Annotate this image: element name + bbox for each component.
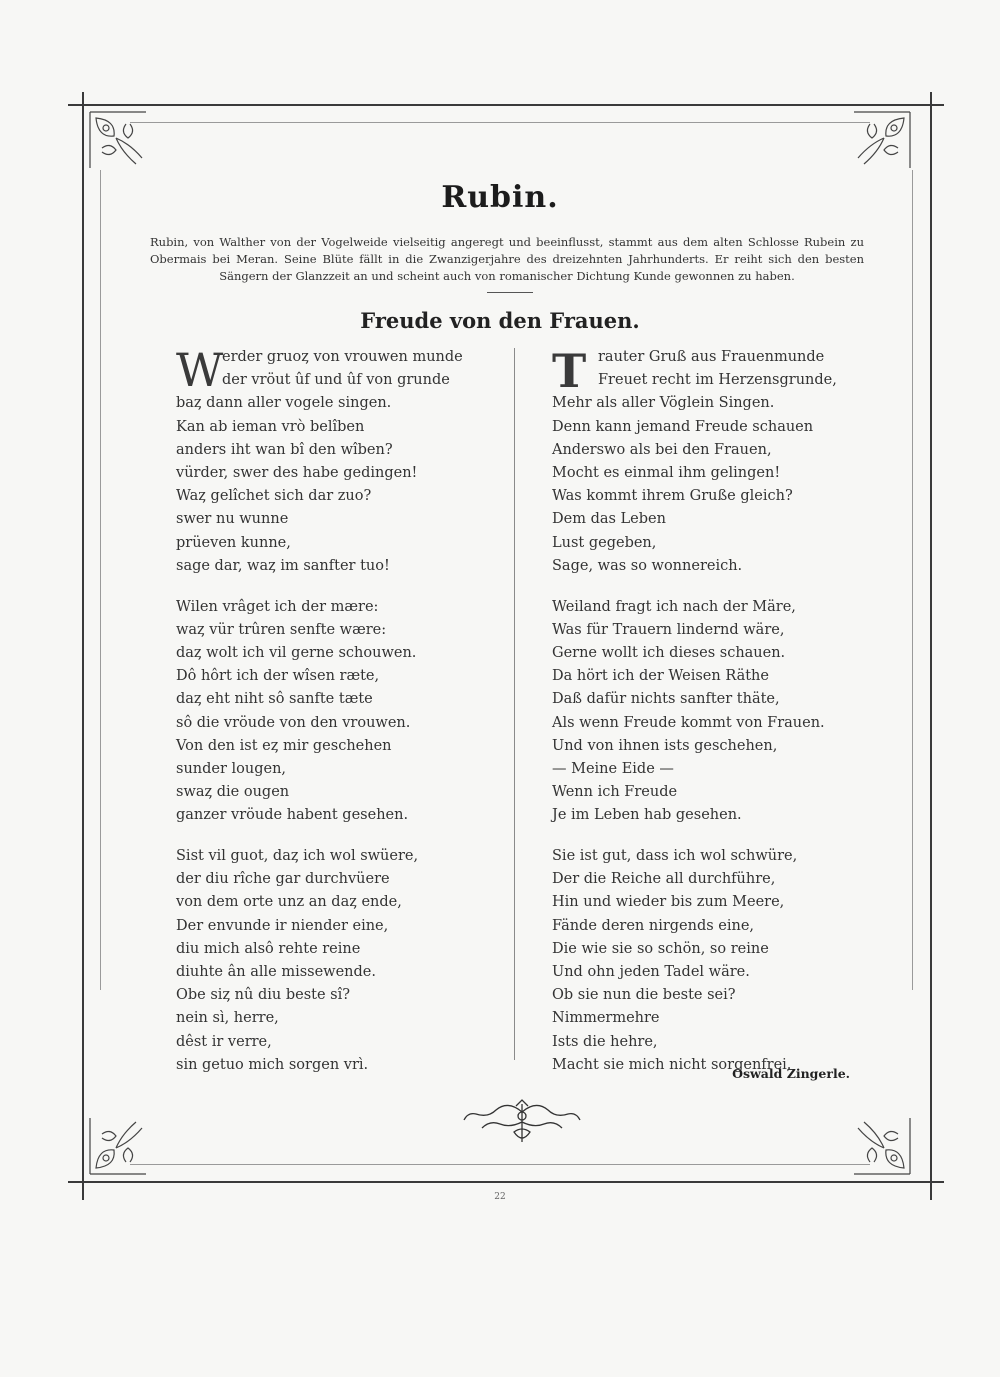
frame-inner-bottom bbox=[130, 1164, 870, 1165]
modern-german-column bbox=[552, 346, 852, 1095]
poem-line: Gerne wollt ich dieses schauen. bbox=[552, 644, 786, 661]
poem-line: Wilen vrâget ich der mære: bbox=[176, 598, 379, 615]
corner-ornament-top-right bbox=[844, 108, 914, 178]
poem-line: Freuet recht im Herzensgrunde, bbox=[598, 372, 837, 389]
frame-inner-left bbox=[100, 170, 101, 990]
corner-ornament-bottom-right bbox=[844, 1108, 914, 1178]
poem-line: Kan ab ieman vrò belîben bbox=[176, 418, 365, 435]
poem-line: Je im Leben hab gesehen. bbox=[552, 807, 742, 824]
poem-line: dêst ir verre, bbox=[176, 1033, 272, 1050]
middle-high-german-column bbox=[176, 343, 496, 1095]
poem-line: Sage, was so wonnereich. bbox=[552, 557, 743, 574]
poem-line: anders iht wan bî den wîben? bbox=[176, 441, 393, 458]
stanza-1 bbox=[552, 346, 852, 578]
poem-line: sin getuo mich sorgen vrì. bbox=[176, 1056, 369, 1073]
poem-line: Der envunde ir niender eine, bbox=[176, 917, 389, 934]
author-signature: Oswald Zingerle. bbox=[732, 1066, 850, 1081]
stanza-3 bbox=[176, 845, 496, 1077]
poem-line: Lust gegeben, bbox=[552, 534, 657, 551]
stanza-1 bbox=[176, 343, 496, 578]
poem-line: Macht sie mich nicht sorgenfrei. bbox=[552, 1056, 792, 1073]
poem-line: Weiland fragt ich nach der Märe, bbox=[552, 598, 796, 615]
poem-line: Dô hôrt ich der wîsen ræte, bbox=[176, 668, 380, 685]
poem-line: Was für Trauern lindernd wäre, bbox=[552, 621, 785, 638]
poem-line: swer nu wunne bbox=[176, 511, 289, 528]
poem-line: Denn kann jemand Freude schauen bbox=[552, 418, 814, 435]
poem-line: Und ohn jeden Tadel wäre. bbox=[552, 964, 750, 981]
poem-line: der vröut ûf und ûf von grunde bbox=[222, 372, 450, 389]
title-separator bbox=[487, 292, 533, 293]
poem-line: Waȥ gelîchet sich dar zuo? bbox=[176, 488, 372, 505]
poem-line: Ists die hehre, bbox=[552, 1033, 658, 1050]
poem-line: sunder lougen, bbox=[176, 760, 287, 777]
frame-right bbox=[930, 92, 932, 1200]
frame-inner-top bbox=[130, 122, 870, 123]
column-divider bbox=[514, 348, 515, 1060]
frame-inner-right bbox=[912, 170, 913, 990]
poem-line: Anderswo als bei den Frauen, bbox=[552, 441, 772, 458]
poem-line: Dem das Leben bbox=[552, 511, 666, 528]
intro-paragraph: Rubin, von Walther von der Vogelweide vielseitig angeregt und beeinflusst, stammt aus dem alten Schlosse Rubein zu Obermais bei Meran. Seine Blüte fällt in die Zwanzigerjahre des dreizehnten Jahrhunderts. Er reiht sich den besten Sängern der Glanzzeit an und scheint auch von romanischer Dichtung Kunde gewonnen zu haben. bbox=[150, 235, 864, 283]
poem-line: daȥ wolt ich vil gerne schouwen. bbox=[176, 644, 417, 661]
poem-line: der diu rîche gar durchvüere bbox=[176, 871, 390, 888]
poem-title: Freude von den Frauen. bbox=[360, 308, 640, 333]
poem-line: daȥ eht niht sô sanfte tæte bbox=[176, 691, 373, 708]
poem-line: erder gruoȥ von vrouwen munde bbox=[222, 349, 463, 365]
stanza-2 bbox=[552, 596, 852, 828]
poem-line: Nimmermehre bbox=[552, 1010, 660, 1027]
poem-line: Daß dafür nichts sanfter thäte, bbox=[552, 691, 780, 708]
corner-ornament-top-left bbox=[86, 108, 156, 178]
poem-line: — Meine Eide — bbox=[552, 760, 674, 777]
frame-top bbox=[68, 104, 944, 106]
poem-line: von dem orte unz an daȥ ende, bbox=[176, 894, 402, 911]
poem-line: Hin und wieder bis zum Meere, bbox=[552, 894, 785, 911]
stanza-3 bbox=[552, 845, 852, 1077]
poem-line: waȥ vür trûren senfte wære: bbox=[176, 621, 387, 638]
poem-line: vürder, swer des habe gedingen! bbox=[176, 465, 418, 482]
frame-left bbox=[82, 92, 84, 1200]
poem-line: swaȥ die ougen bbox=[176, 784, 290, 801]
poem-line: Die wie sie so schön, so reine bbox=[552, 940, 769, 957]
floral-ornament-icon bbox=[460, 1098, 584, 1146]
page-title: Rubin. bbox=[441, 180, 559, 215]
poem-line: prüeven kunne, bbox=[176, 534, 291, 551]
poem-line: Als wenn Freude kommt von Frauen. bbox=[552, 714, 825, 731]
poem-line: Der die Reiche all durchführe, bbox=[552, 871, 776, 888]
poem-line: ganzer vröude habent gesehen. bbox=[176, 807, 409, 824]
poem-line: diuhte ân alle missewende. bbox=[176, 964, 376, 981]
poem-line: baȥ dann aller vogele singen. bbox=[176, 395, 392, 412]
poem-line: diu mich alsô rehte reine bbox=[176, 940, 361, 957]
poem-line: nein sì, herre, bbox=[176, 1010, 279, 1027]
dropcap-left: W bbox=[176, 343, 224, 397]
stanza-2 bbox=[176, 596, 496, 828]
poem-line: rauter Gruß aus Frauenmunde bbox=[598, 349, 825, 365]
corner-ornament-bottom-left bbox=[86, 1108, 156, 1178]
poem-line: Wenn ich Freude bbox=[552, 784, 678, 801]
page-number: 22 bbox=[494, 1192, 506, 1202]
dropcap-right: T bbox=[552, 344, 587, 398]
poem-line: sô die vröude von den vrouwen. bbox=[176, 714, 411, 731]
poem-line: Und von ihnen ists geschehen, bbox=[552, 737, 778, 754]
poem-line: sage dar, waȥ im sanfter tuo! bbox=[176, 557, 390, 574]
poem-line: Sie ist gut, dass ich wol schwüre, bbox=[552, 848, 798, 865]
poem-line: Mocht es einmal ihm gelingen! bbox=[552, 465, 781, 482]
poem-line: Obe siȥ nû diu beste sî? bbox=[176, 987, 351, 1004]
poem-line: Sist vil guot, daȥ ich wol swüere, bbox=[176, 848, 419, 865]
poem-line: Fände deren nirgends eine, bbox=[552, 917, 755, 934]
poem-line: Mehr als aller Vöglein Singen. bbox=[552, 395, 775, 412]
poem-line: Was kommt ihrem Gruße gleich? bbox=[552, 488, 793, 505]
poem-line: Von den ist eȥ mir geschehen bbox=[176, 737, 392, 754]
frame-bottom bbox=[68, 1181, 944, 1183]
poem-line: Ob sie nun die beste sei? bbox=[552, 987, 736, 1004]
poem-line: Da hört ich der Weisen Räthe bbox=[552, 668, 769, 685]
